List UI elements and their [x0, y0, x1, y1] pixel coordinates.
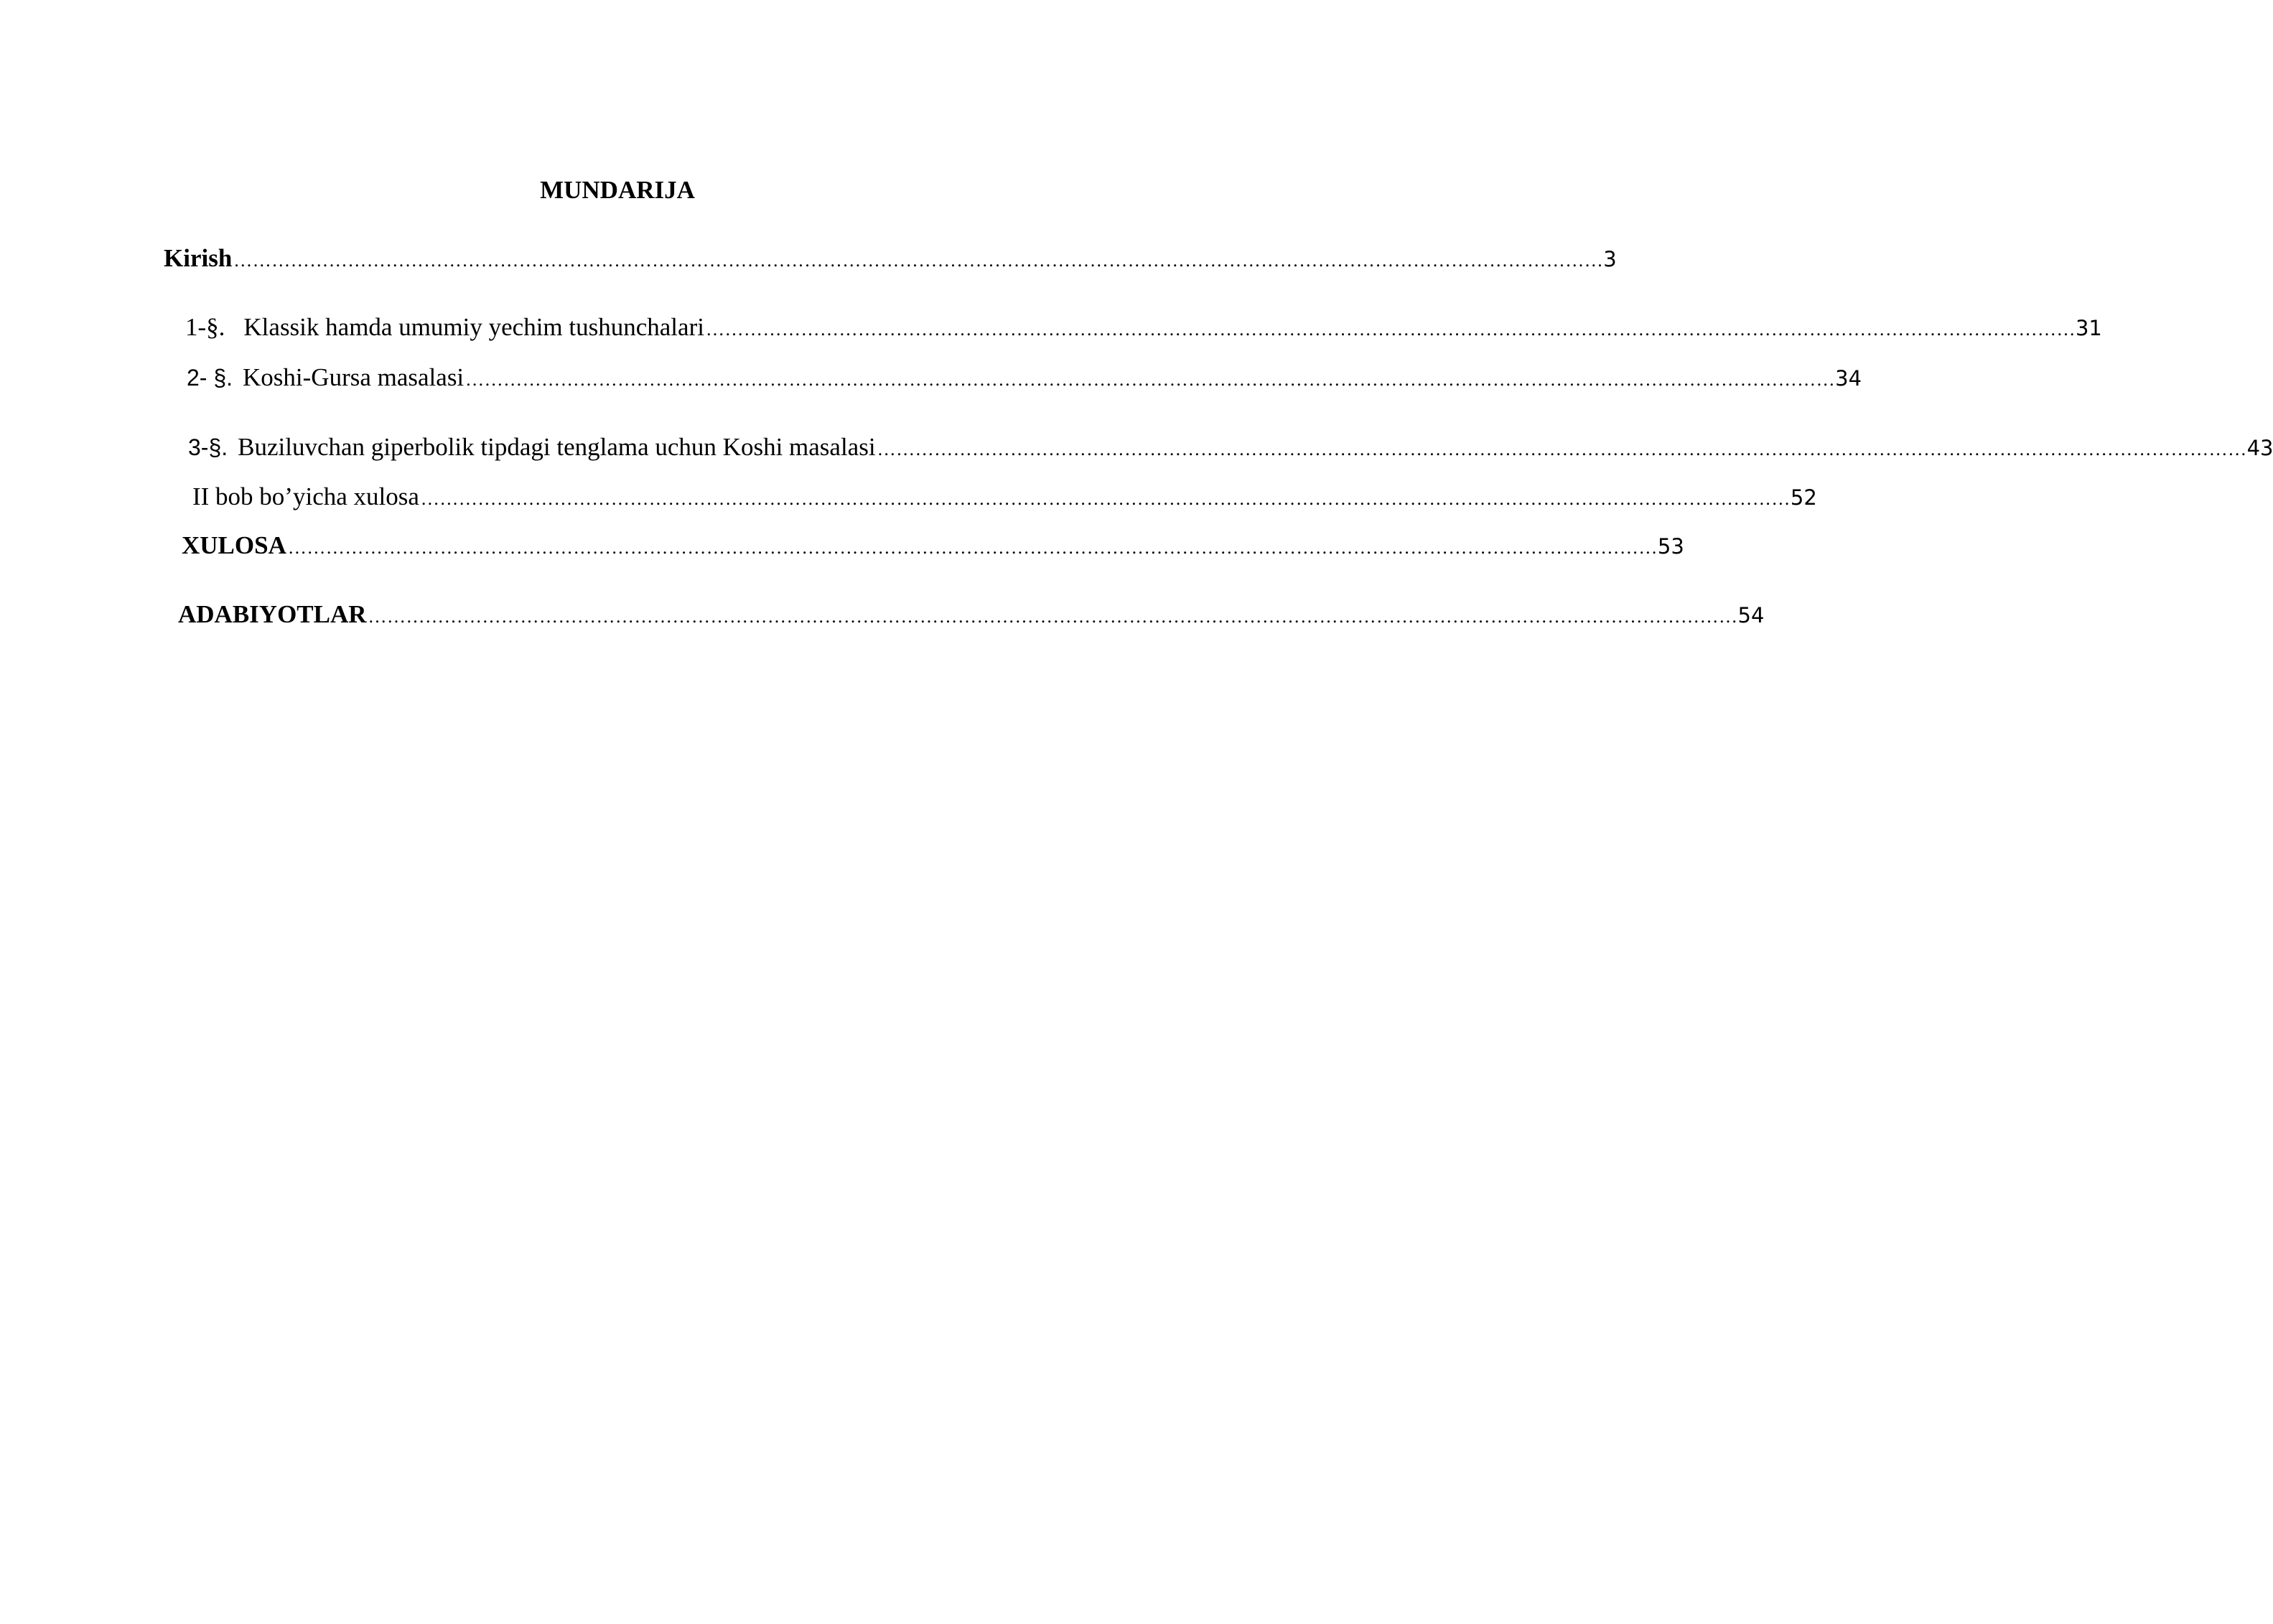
toc-entry-kirish [164, 243, 1617, 276]
toc-leader-dots: ……………………………………………………………………………………………………………………………………………………………………………………………… [287, 537, 1658, 558]
toc-entry-number: 2- §. [187, 365, 233, 391]
toc-leader-dots: ……………………………………………………………………………………………………………………………………………………………………………………………… [368, 606, 1738, 627]
toc-entry-page: 52 [1790, 485, 1817, 510]
toc-entry-number: 1-§. [185, 313, 225, 341]
toc-entry-section-3 [188, 431, 2273, 465]
toc-entry-title: Klassik hamda umumiy yechim tushunchalari [243, 313, 704, 341]
toc-entry-page: 53 [1657, 534, 1684, 559]
toc-entry-title: Buziluvchan giperbolik tipdagi tenglama uchun Koshi masalasi [238, 433, 876, 461]
toc-entry-section-2 [187, 362, 1862, 396]
toc-entry-title: Kirish [164, 244, 233, 272]
toc-entry-title: Koshi-Gursa masalasi [243, 363, 465, 391]
toc-entry-xulosa [182, 530, 1684, 564]
toc-entry-chapter-summary [192, 481, 1817, 515]
toc-leader-dots: ……………………………………………………………………………………………………………………………………………………………………………………………… [233, 250, 1604, 271]
toc-leader-dots: ……………………………………………………………………………………………………………………………………………………………………………………………… [705, 319, 2076, 340]
toc-leader-dots: ……………………………………………………………………………………………………………………………………………………………………………………………… [420, 488, 1791, 509]
page-title: MUNDARIJA [540, 176, 695, 204]
toc-entry-page: 43 [2246, 436, 2273, 460]
toc-entry-adabiyotlar [178, 599, 1765, 633]
toc-entry-title: II bob bo’yicha xulosa [192, 482, 419, 510]
toc-entry-title: ADABIYOTLAR [178, 600, 367, 628]
toc-entry-page: 34 [1835, 366, 1862, 391]
toc-entry-number: 3-§. [188, 434, 228, 460]
toc-entry-section-1 [185, 312, 2102, 345]
toc-leader-dots: ……………………………………………………………………………………………………………………………………………………………………………………………… [465, 369, 1836, 390]
toc-entry-page: 54 [1737, 603, 1765, 627]
toc-leader-dots: ……………………………………………………………………………………………………………………………………………………………………………………………… [877, 439, 2247, 459]
toc-entry-page: 3 [1603, 247, 1617, 271]
toc-entry-page: 31 [2075, 316, 2102, 340]
toc-entry-title: XULOSA [182, 531, 286, 559]
